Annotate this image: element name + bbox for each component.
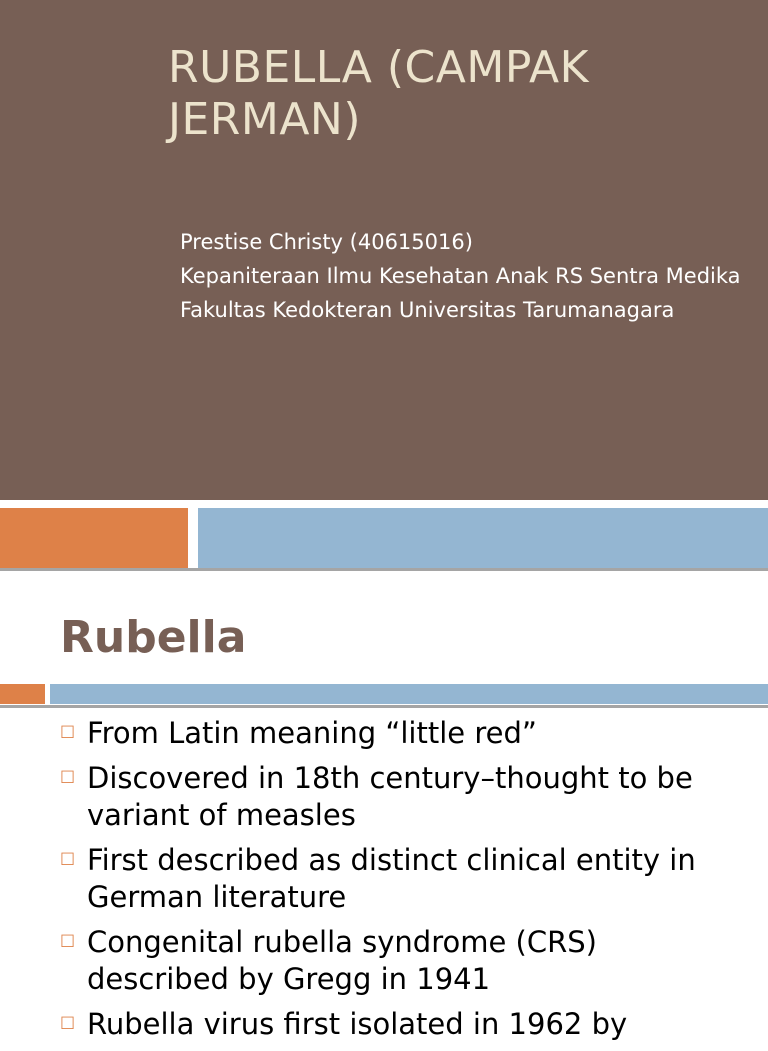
square-bullet-icon: □: [60, 848, 76, 867]
accent-bar-orange-small: [0, 684, 45, 704]
divider-line: [0, 568, 768, 571]
bullet-text: Congenital rubella syndrome (CRS) described by Gregg in 1941: [87, 925, 597, 996]
title-slide: [0, 0, 768, 500]
bullet-item: [60, 760, 740, 834]
accent-bar-orange: [0, 508, 188, 568]
author-line: Prestise Christy (40615016): [180, 230, 473, 254]
divider-line: [0, 705, 768, 708]
bullet-text: From Latin meaning “little red”: [87, 716, 537, 750]
bullet-text: Discovered in 18th century–thought to be variant of measles: [87, 761, 693, 832]
slide-title: RUBELLA (CAMPAK JERMAN): [168, 42, 590, 145]
bullet-item: [60, 842, 740, 916]
square-bullet-icon: □: [60, 721, 76, 740]
square-bullet-icon: □: [60, 766, 76, 785]
bullet-item: [60, 924, 740, 998]
bullet-text: First described as distinct clinical entity in German literature: [87, 843, 696, 914]
accent-bar-blue: [198, 508, 768, 568]
bullet-item: [60, 715, 740, 752]
accent-bar-blue-small: [50, 684, 768, 704]
square-bullet-icon: □: [60, 930, 76, 949]
square-bullet-icon: □: [60, 1012, 76, 1031]
department-line: Kepaniteraan Ilmu Kesehatan Anak RS Sentra Medika: [180, 264, 741, 288]
faculty-line: Fakultas Kedokteran Universitas Tarumanagara: [180, 298, 675, 322]
content-slide-title: Rubella: [60, 612, 247, 663]
bullet-text: Rubella virus first isolated in 1962 by: [87, 1007, 628, 1041]
bullet-list: [60, 715, 740, 1051]
bullet-item: [60, 1006, 740, 1043]
slide-subtitle: [180, 228, 750, 330]
